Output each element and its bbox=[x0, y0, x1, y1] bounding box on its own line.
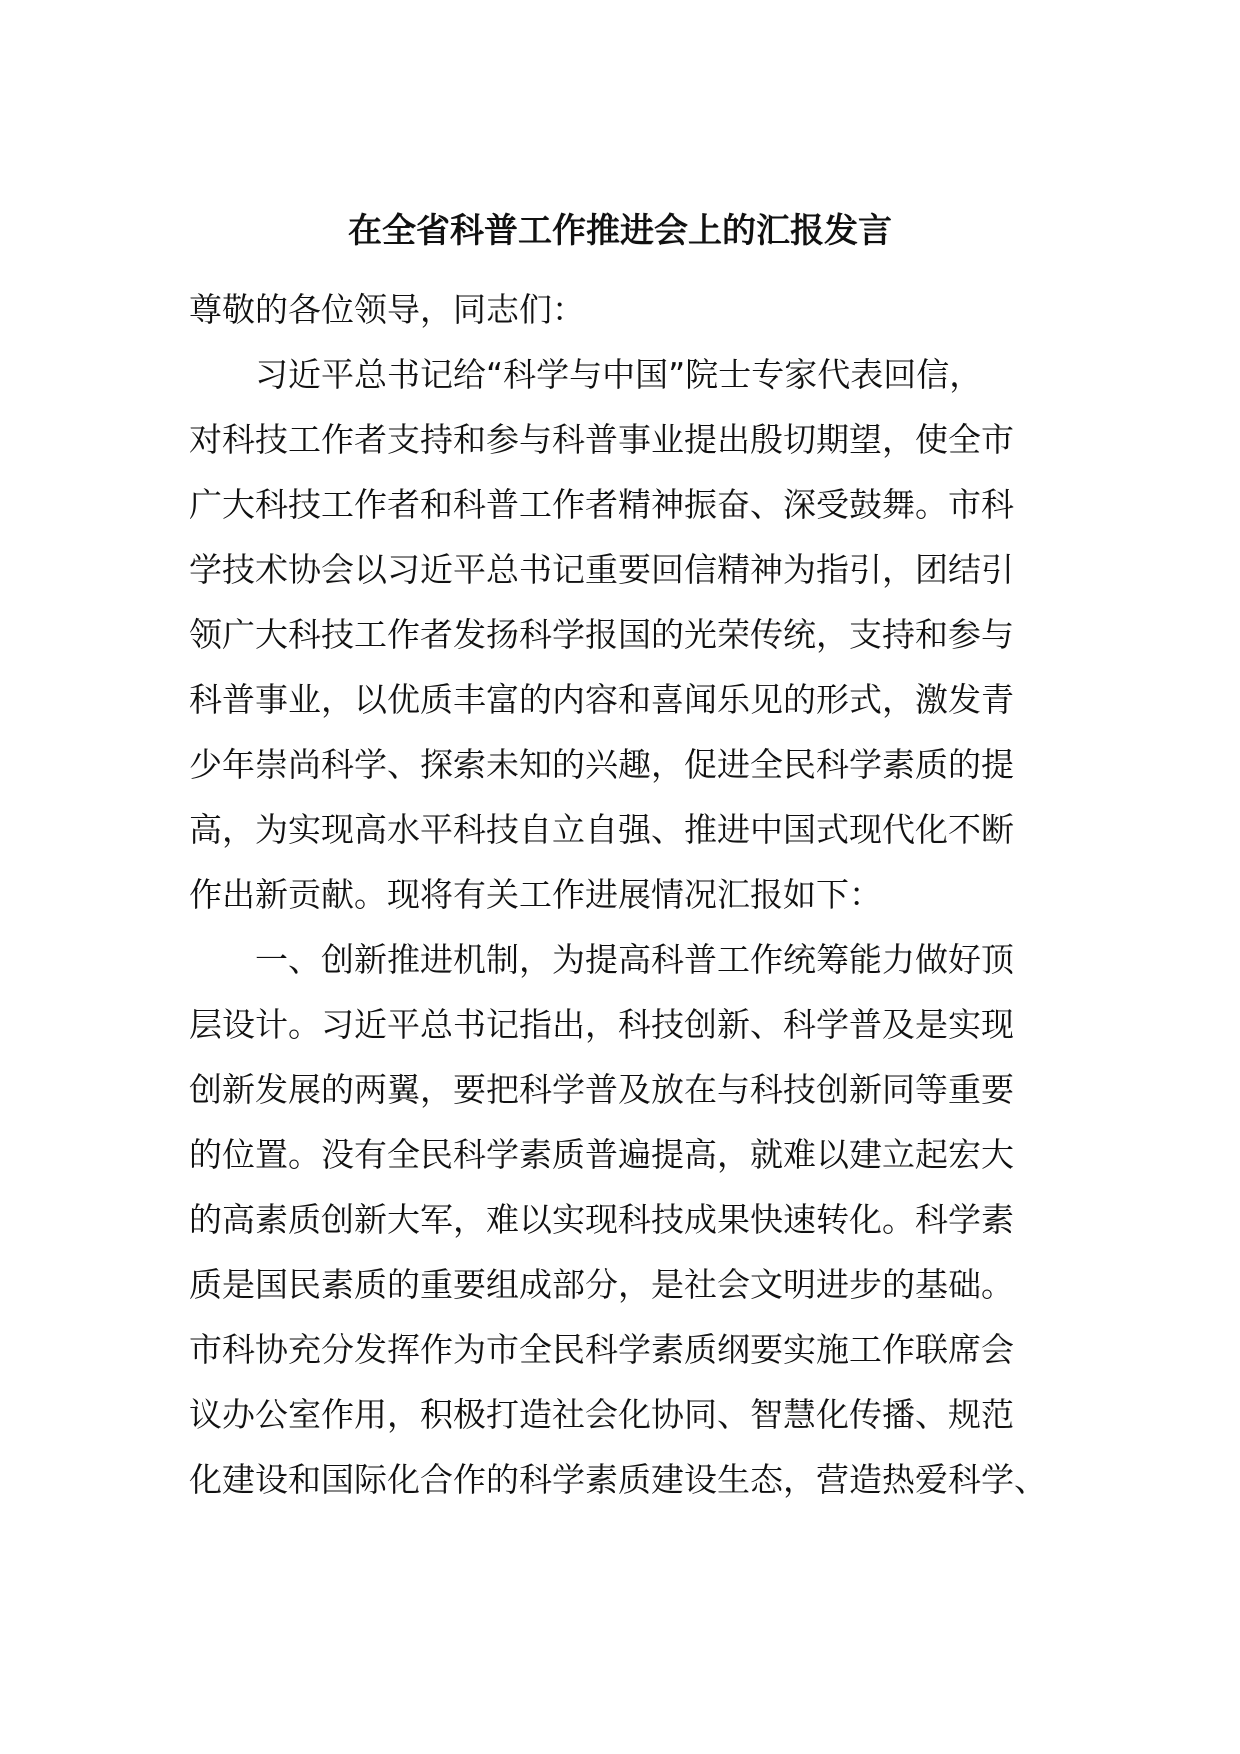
text-line: 一、创新推进机制，为提高科普工作统筹能力做好顶 bbox=[255, 940, 1014, 979]
text-line: 化建设和国际化合作的科学素质建设生态，营造热爱科学、 bbox=[189, 1460, 1047, 1499]
text-line: 科普事业，以优质丰富的内容和喜闻乐见的形式，激发青 bbox=[189, 680, 1014, 719]
salutation: 尊敬的各位领导，同志们： bbox=[189, 290, 585, 329]
text-line: 市科协充分发挥作为市全民科学素质纲要实施工作联席会 bbox=[189, 1330, 1014, 1369]
text-line: 对科技工作者支持和参与科普事业提出殷切期望，使全市 bbox=[189, 420, 1014, 459]
text-line: 习近平总书记给“科学与中国”院士专家代表回信， bbox=[255, 355, 983, 394]
text-line: 的位置。没有全民科学素质普遍提高，就难以建立起宏大 bbox=[189, 1135, 1014, 1174]
document-body bbox=[189, 277, 1047, 1512]
text-line: 层设计。习近平总书记指出，科技创新、科学普及是实现 bbox=[189, 1005, 1014, 1044]
text-line: 少年崇尚科学、探索未知的兴趣，促进全民科学素质的提 bbox=[189, 745, 1014, 784]
text-line: 质是国民素质的重要组成部分，是社会文明进步的基础。 bbox=[189, 1265, 1014, 1304]
text-line: 议办公室作用，积极打造社会化协同、智慧化传播、规范 bbox=[189, 1395, 1014, 1434]
text-line: 学技术协会以习近平总书记重要回信精神为指引，团结引 bbox=[189, 550, 1014, 589]
body-lines bbox=[189, 342, 1047, 1512]
text-line: 高，为实现高水平科技自立自强、推进中国式现代化不断 bbox=[189, 810, 1014, 849]
text-line: 作出新贡献。现将有关工作进展情况汇报如下： bbox=[189, 875, 882, 914]
document-title: 在全省科普工作推进会上的汇报发言 bbox=[348, 211, 892, 251]
text-line: 广大科技工作者和科普工作者精神振奋、深受鼓舞。市科 bbox=[189, 485, 1014, 524]
text-line: 创新发展的两翼，要把科学普及放在与科技创新同等重要 bbox=[189, 1070, 1014, 1109]
text-line: 领广大科技工作者发扬科学报国的光荣传统，支持和参与 bbox=[189, 615, 1014, 654]
text-line: 的高素质创新大军，难以实现科技成果快速转化。科学素 bbox=[189, 1200, 1014, 1239]
